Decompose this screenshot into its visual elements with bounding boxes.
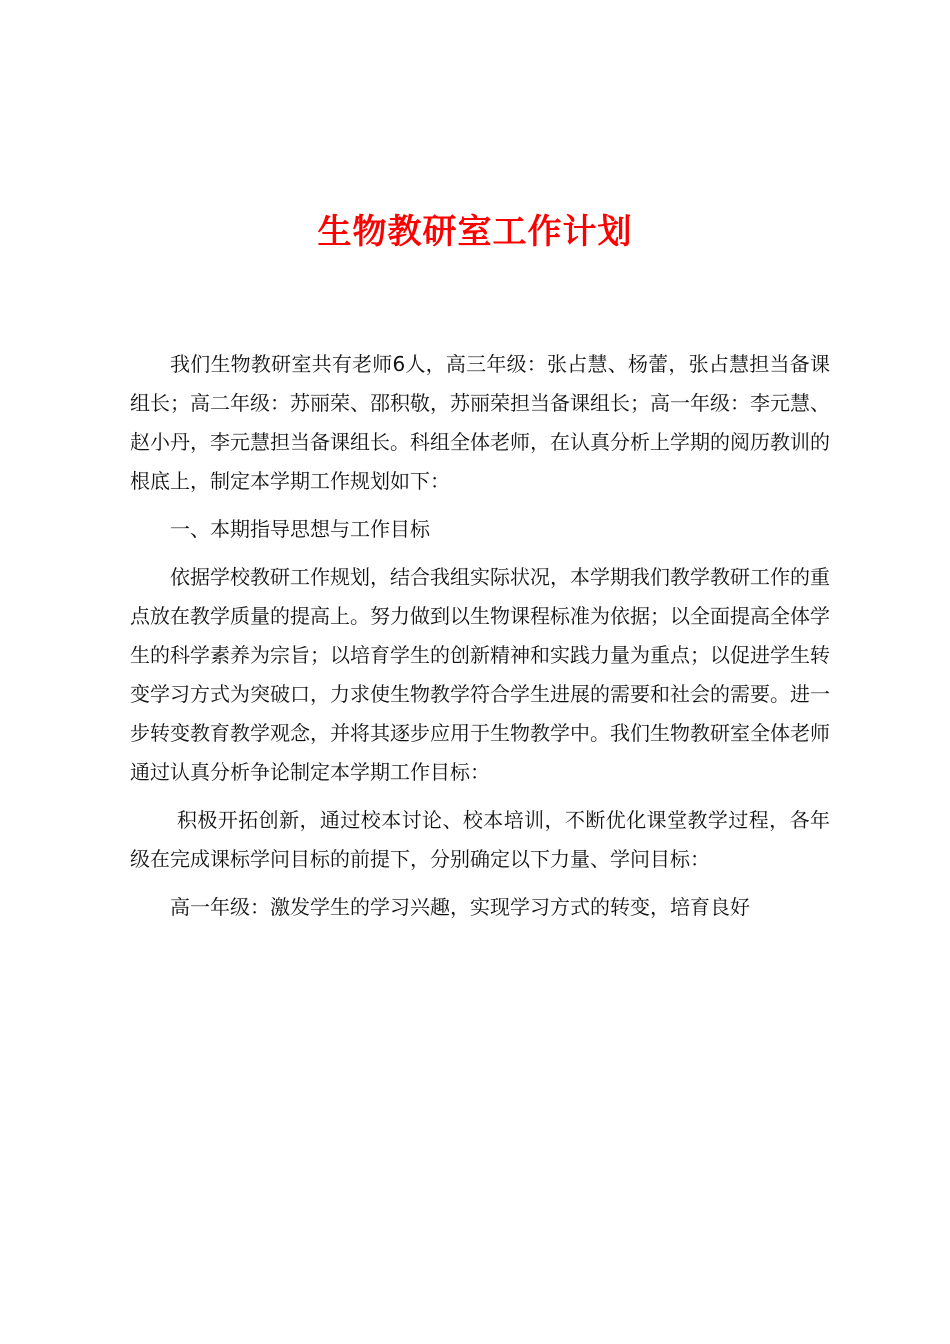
section-heading-guiding-ideas: 一、本期指导思想与工作目标 [170,517,430,541]
paragraph-intro: 我们生物教研室共有老师6人，高三年级：张占慧、杨蕾，张占慧担当备课组长；高二年级：苏丽荣、邵积敬，苏丽荣担当备课组长；高一年级：李元慧、赵小丹，李元慧担当备课组长。科组全体老师，在认真分析上学期的阅历教训的根底上，制定本学期工作规划如下： [130,352,830,493]
paragraph-grade-one: 高一年级：激发学生的学习兴趣，实现学习方式的转变，培育良好 [170,895,750,919]
paragraph-goals: 积极开拓创新，通过校本讨论、校本培训，不断优化课堂教学过程，各年级在完成课标学问目标的前提下，分别确定以下力量、学问目标： [130,808,830,871]
document-title: 生物教研室工作计划 [317,212,633,252]
document-body [130,345,830,936]
paragraph-guiding-ideas: 依据学校教研工作规划，结合我组实际状况，本学期我们教学教研工作的重点放在教学质量的提高上。努力做到以生物课程标准为依据；以全面提高全体学生的科学素养为宗旨；以培育学生的创新精神和实践力量为重点；以促进学生转变学习方式为突破口，力求使生物教学符合学生进展的需要和社会的需要。进一步转变教育教学观念，并将其逐步应用于生物教学中。我们生物教研室全体老师通过认真分析争论制定本学期工作目标： [130,565,830,784]
